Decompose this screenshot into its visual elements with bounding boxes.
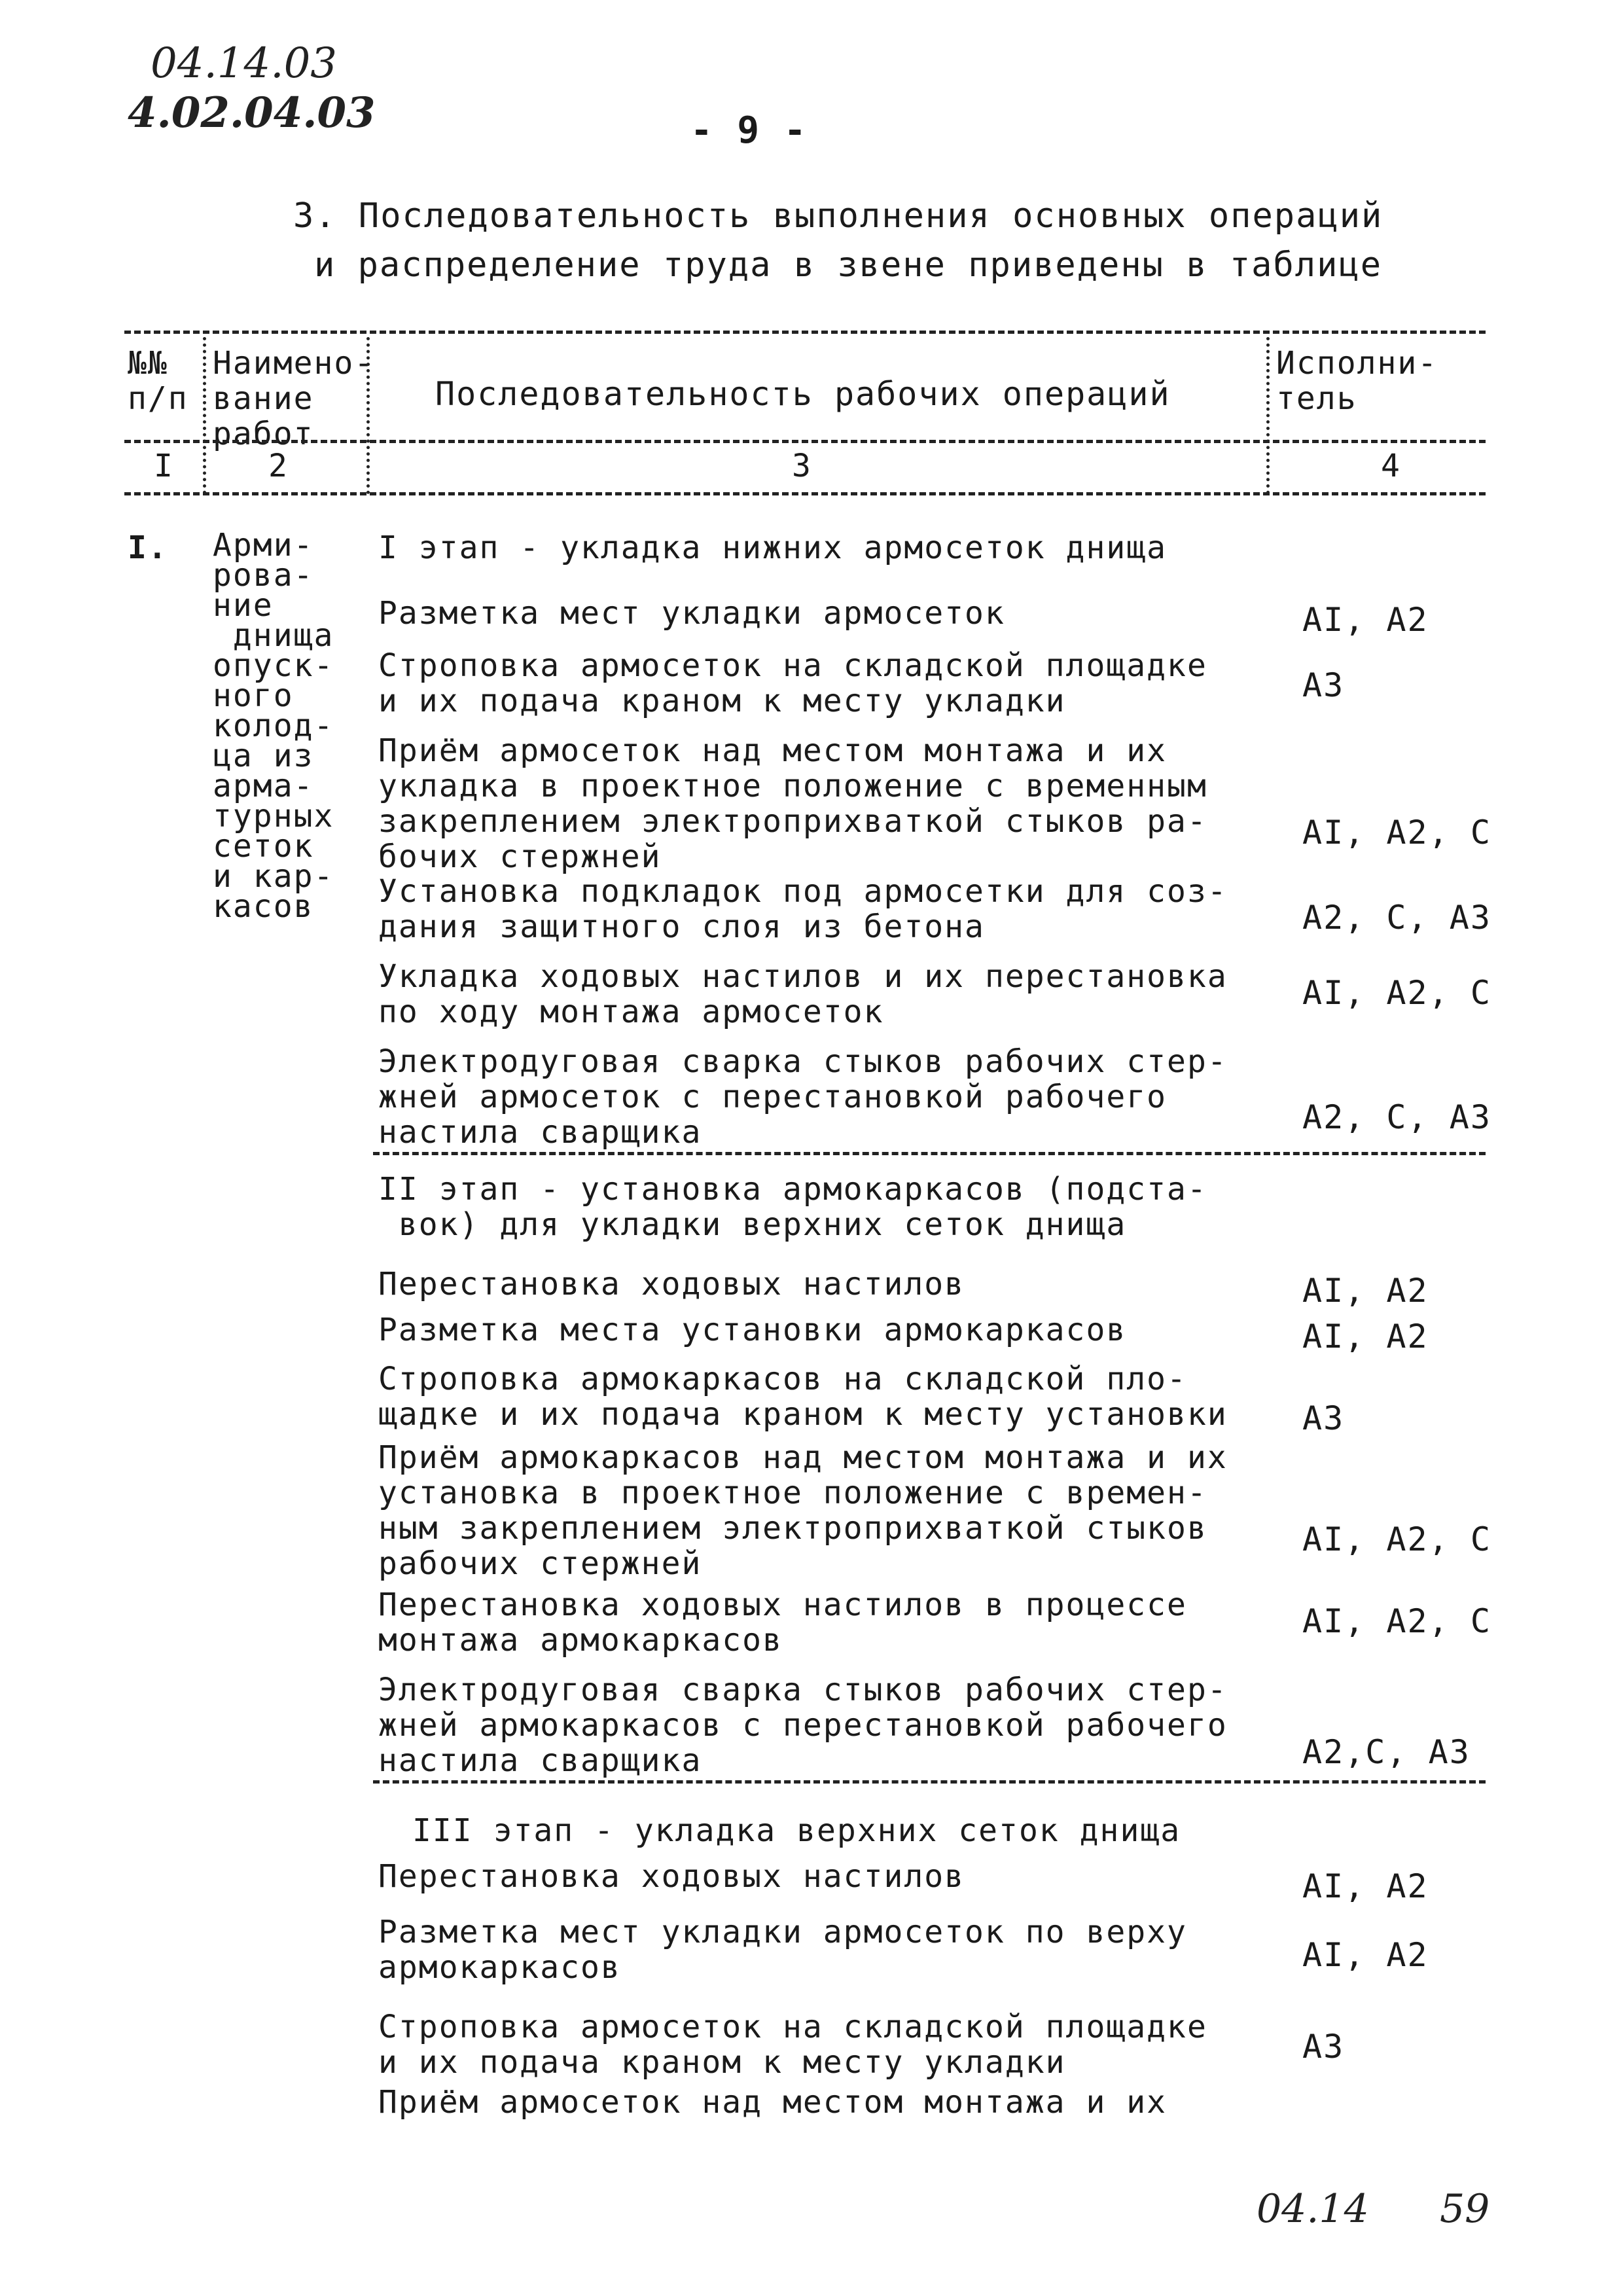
header-col-work: Наимено- вание работ	[213, 345, 375, 452]
row-number: I.	[128, 529, 168, 566]
executor: AI, A2, C	[1302, 974, 1491, 1012]
operation-text: Приём армосеток над местом монтажа и их укладка в проектное положение с временным закреплением электроприхваткой стыков ра- бочих стержней	[378, 732, 1207, 875]
handwritten-code-2: 4.02.04.03	[128, 88, 376, 137]
header-col-operations: Последовательность рабочих операций	[435, 375, 1171, 413]
stage-title: III этап - укладка верхних сеток днища	[412, 1812, 1181, 1849]
stage-title: II этап - установка армокаркасов (подста- вок) для укладки верхних сеток днища	[378, 1171, 1207, 1243]
header-col-num: №№ п/п	[128, 345, 188, 417]
operation-text: Перестановка ходовых настилов в процессе монтажа армокаркасов	[378, 1587, 1187, 1659]
executor: AI, A2	[1302, 1272, 1429, 1310]
work-name: Арми- рова- ние днища опуск- ного колод- ца из арма- турных сеток и кар- касов	[213, 527, 334, 925]
heading-line-2: и распределение труда в звене приведены в таблице	[314, 245, 1383, 285]
operation-text: Электродуговая сварка стыков рабочих стер- жней армосеток с перестановкой рабочего настила сварщика	[378, 1043, 1228, 1151]
operation-text: Перестановка ходовых настилов	[378, 1858, 965, 1895]
handwritten-page-number: 59	[1440, 2186, 1490, 2232]
executor: AI, A2, C	[1302, 1602, 1491, 1640]
col-number-1: I	[154, 448, 174, 484]
page-number: - 9 -	[690, 109, 808, 152]
col-number-2: 2	[268, 448, 289, 484]
executor: A2, C, A3	[1302, 899, 1491, 937]
operation-text: Разметка мест укладки армосеток	[378, 595, 1005, 632]
operation-text: Приём армокаркасов над местом монтажа и их установка в проектное положение с времен- ным закреплением электроприхваткой стыков рабочих стержней	[378, 1439, 1228, 1582]
handwritten-code-1: 04.14.03	[151, 39, 337, 88]
executor: A3	[1302, 666, 1345, 704]
executor: AI, A2	[1302, 1936, 1429, 1974]
handwritten-bottom-code: 04.14	[1257, 2186, 1369, 2232]
executor: AI, A2	[1302, 601, 1429, 639]
executor: AI, A2, C	[1302, 814, 1491, 852]
executor: AI, A2, C	[1302, 1520, 1491, 1558]
rule	[124, 492, 1486, 495]
rule	[1266, 337, 1270, 494]
col-number-3: 3	[792, 448, 812, 484]
operation-text: Строповка армосеток на складской площадке и их подача краном к месту укладки	[378, 2009, 1207, 2081]
rule	[373, 1152, 1486, 1155]
executor: AI, A2	[1302, 1318, 1429, 1355]
rule	[124, 440, 1486, 443]
header-col-executor: Исполни- тель	[1276, 345, 1438, 417]
rule	[366, 337, 370, 494]
stage-title: I этап - укладка нижних армосеток днища	[378, 529, 1168, 566]
operation-text: Приём армосеток над местом монтажа и их	[378, 2084, 1168, 2121]
executor: A3	[1302, 2028, 1345, 2066]
operation-text: Строповка армокаркасов на складской пло- щадке и их подача краном к месту установки	[378, 1361, 1228, 1433]
operation-text: Укладка ходовых настилов и их перестановка по ходу монтажа армосеток	[378, 958, 1228, 1030]
heading-line-1: 3. Последовательность выполнения основных операций	[293, 196, 1383, 236]
executor: A3	[1302, 1399, 1345, 1437]
col-number-4: 4	[1381, 448, 1401, 484]
operation-text: Перестановка ходовых настилов	[378, 1266, 965, 1302]
rule	[203, 337, 206, 494]
operation-text: Установка подкладок под армосетки для соз- дания защитного слоя из бетона	[378, 873, 1228, 945]
operation-text: Строповка армосеток на складской площадке и их подача краном к месту укладки	[378, 647, 1207, 719]
executor: A2, C, A3	[1302, 1098, 1491, 1136]
rule	[373, 1780, 1486, 1784]
executor: AI, A2	[1302, 1867, 1429, 1905]
rule	[124, 331, 1486, 334]
operation-text: Разметка места установки армокаркасов	[378, 1312, 1127, 1348]
executor: A2,C, A3	[1302, 1733, 1471, 1771]
operation-text: Разметка мест укладки армосеток по верху армокаркасов	[378, 1914, 1187, 1986]
operation-text: Электродуговая сварка стыков рабочих стер- жней армокаркасов с перестановкой рабочего настила сварщика	[378, 1672, 1228, 1779]
